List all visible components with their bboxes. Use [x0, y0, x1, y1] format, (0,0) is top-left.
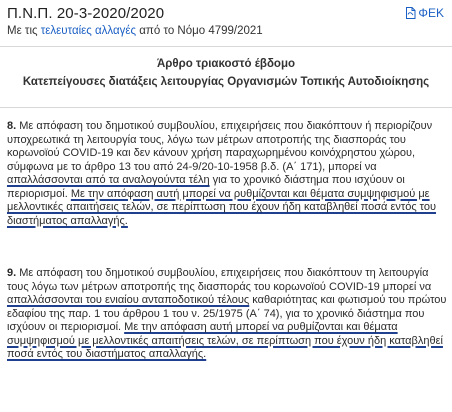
paragraph-9 [7, 267, 447, 362]
paragraph-text: καθαριότητας και φωτισμού του πρώτου εδαφίου της παρ. 1 του άρθρου 1 του ν. 25/1975 (Α΄ 74), για το χρονικό διάστημα που ισχύουν οι περιορισμοί. [7, 294, 447, 333]
article-heading: Άρθρο τριακοστό έβδομο [156, 58, 296, 70]
paragraph-8 [7, 120, 447, 228]
article-divider [0, 107, 452, 108]
highlighted-text: απαλλάσσονται του ενιαίου ανταποδοτικού τέλους [7, 294, 250, 306]
law-sub-prefix: Με τις [7, 25, 41, 37]
law-amendments-line [7, 25, 263, 37]
fek-label: ΦΕΚ [418, 6, 444, 20]
paragraph-number: 8. [7, 120, 17, 132]
paragraph-text: Με απόφαση του δημοτικού συμβουλίου, επιχειρήσεις που διακόπτουν ή περιορίζουν υποχρεωτικά τη λειτουργία τους, λόγω των μέτρων αποτροπής της διασποράς του κορωνοϊού COVID-19 και δεν κάνουν χρήση παραχωρημένου κοινόχρηστου χώρου, σύμφωνα με το άρθρο 13 του από 24-9/20-10-1958 β.δ. (Α΄ 171), μπορεί να [7, 120, 433, 173]
highlighted-text: Με την απόφαση αυτή μπορεί να ρυθμίζονται και θέματα συμψηφισμού με μελλοντικές απαιτήσεις τελών, σε περίπτωση που έχουν ήδη καταβληθεί ποσά εντός του διαστήματος απαλλαγής. [7, 321, 443, 360]
law-sub-suffix: από το Νόμο 4799/2021 [136, 25, 263, 37]
fek-link[interactable] [405, 6, 444, 20]
header-divider [0, 46, 452, 47]
highlighted-text: Με την απόφαση αυτή μπορεί να ρυθμίζονται και θέματα συμψηφισμού με μελλοντικές απαιτήσεις τελών, σε περίπτωση που έχουν ήδη καταβληθεί ποσά εντός του διαστήματος απαλλαγής. [7, 187, 437, 227]
highlighted-text: απαλλάσσονται από τα αναλογούντα τέλη [7, 174, 210, 186]
pdf-document-icon [405, 7, 416, 19]
paragraph-text: Με απόφαση του δημοτικού συμβουλίου, επιχειρήσεις που διακόπτουν τη λειτουργία τους λόγω των μέτρων αποτροπής της διασποράς του κορωνοϊού COVID-19 μπορεί να [7, 267, 432, 293]
latest-changes-link[interactable]: τελευταίες αλλαγές [40, 25, 137, 37]
law-title: Π.Ν.Π. 20-3-2020/2020 [7, 5, 165, 22]
paragraph-number: 9. [7, 267, 17, 279]
article-subheading: Κατεπείγουσες διατάξεις λειτουργίας Οργανισμών Τοπικής Αυτοδιοίκησης [22, 76, 430, 88]
paragraph-text: για το χρονικό διάστημα που ισχύουν οι περιορισμοί. [7, 174, 405, 200]
